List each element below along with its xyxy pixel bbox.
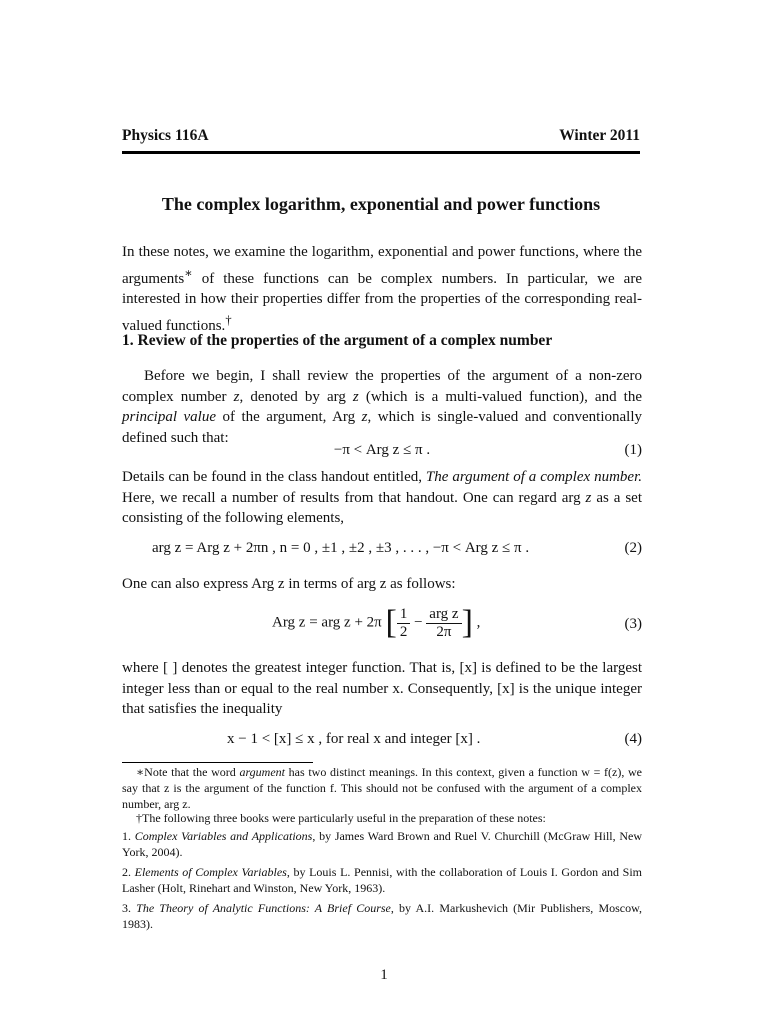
equation-2: arg z = Arg z + 2πn , n = 0 , ±1 , ±2 , ±3 , . . . , −π < Arg z ≤ π . (2) — [152, 540, 642, 556]
section-paragraph-2: Details can be found in the class handout entitled, The argument of a complex number. Here, we recall a number of results from that handout. One can regard arg z as a set consisting of the following elements, — [122, 469, 642, 526]
reference-1: 1. Complex Variables and Applications, by James Ward Brown and Ruel V. Churchill (McGraw Hill, New York, 2004). — [122, 829, 643, 859]
equation-3: Arg z = arg z + 2π [ $\frac{1}{2}$ − $\frac{\text{arg z}}{2\pi}$ ] , (3) — [272, 604, 642, 641]
footnote-1: ∗Note that the word argument has two distinct meanings. In this context, given a function w = f(z), we say that z is the argument of the function f. This should not be confused with the argument of a complex number, arg z. — [122, 765, 642, 811]
section-paragraph-4: where [ ] denotes the greatest integer function. That is, [x] is defined to be the largest integer less than or equal to the real number x. Consequently, [x] is the unique integer that satisfies the inequality — [122, 660, 642, 717]
section-paragraph-1: Before we begin, I shall review the properties of the argument of a non-zero complex number z, denoted by arg z (which is a multi-valued function), and the principal value of the argument, Arg z, which is single-valued and conventionally defined such that: — [122, 368, 642, 446]
fraction: $\frac{1}{2}$ — [397, 606, 411, 641]
section-heading: 1. Review of the properties of the argument of a complex number — [122, 332, 553, 349]
section-paragraph-3: One can also express Arg z in terms of arg z as follows: — [122, 576, 456, 592]
footnote-rule — [122, 762, 313, 763]
equation-number: (2) — [624, 540, 642, 556]
course-name: Physics 116A — [122, 127, 209, 144]
reference-3: 3. The Theory of Analytic Functions: A Brief Course, by A.I. Markushevich (Mir Publishers, Moscow, 1983). — [122, 901, 642, 931]
equation-number: (1) — [624, 442, 642, 458]
page-number: 1 — [380, 967, 388, 983]
equation-number: (4) — [624, 731, 642, 747]
reference-2: 2. Elements of Complex Variables, by Louis L. Pennisi, with the collaboration of Louis I. Gordon and Sim Lasher (Holt, Rinehart and Winston, New York, 1963). — [122, 865, 643, 895]
equation-number: (3) — [624, 616, 642, 632]
equation-4: x − 1 < [x] ≤ x , for real x and integer [x] . (4) — [227, 731, 642, 747]
term: Winter 2011 — [559, 127, 640, 144]
equation-1: −π < Arg z ≤ π . (1) — [333, 442, 642, 458]
footnote-2: †The following three books were particularly useful in the preparation of these notes: — [136, 811, 546, 825]
intro-paragraph: In these notes, we examine the logarithm, exponential and power functions, where the arguments∗ of these functions can be complex numbers. In particular, we are interested in how their properties differ from the properties of the corresponding real-valued functions.† — [122, 244, 642, 334]
fraction: $\frac{\text{arg z}}{2\pi}$ — [426, 606, 461, 641]
document-title: The complex logarithm, exponential and power functions — [161, 194, 601, 214]
header-rule — [122, 151, 640, 154]
